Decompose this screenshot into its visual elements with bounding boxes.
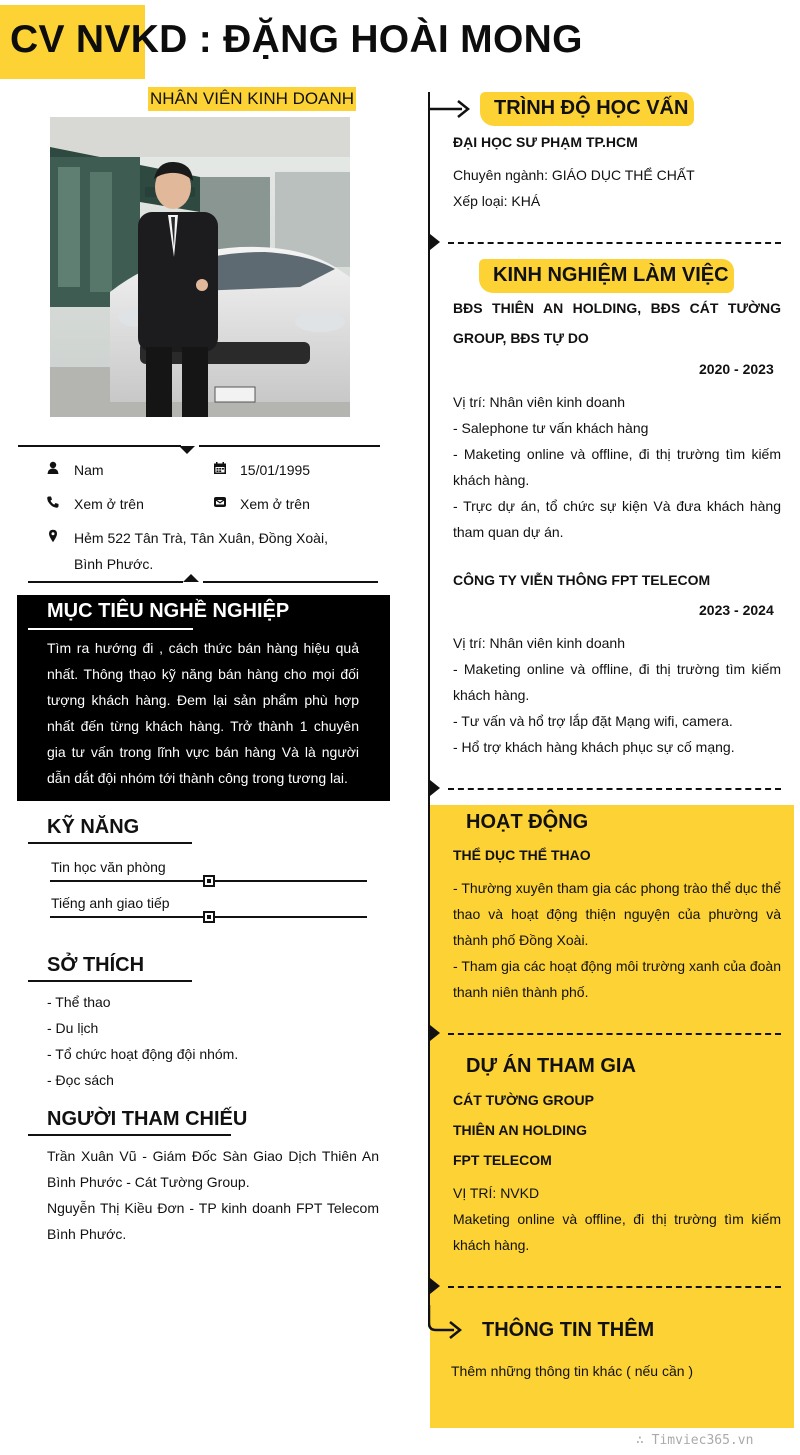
watermark-text: Timviec365.vn [651,1433,754,1448]
skill-bar-knob [203,875,215,887]
dob-value: 15/01/1995 [240,462,311,478]
projects-heading: DỰ ÁN THAM GIA [466,1055,636,1077]
objective-heading: MỤC TIÊU NGHỀ NGHIỆP [47,600,290,622]
phone-value: Xem ở trên [74,496,144,512]
arrow-curve-right-icon [428,1305,464,1345]
hobbies-underline [28,980,192,982]
info-divider-bottom-left [28,581,183,583]
project-description: Maketing online và offline, đi thị trường tìm kiếm khách hàng. [453,1211,781,1253]
job-detail: - Trực dự án, tổ chức sự kiện Và đưa khách hàng tham quan dự án. [453,498,781,540]
activities-heading: HOẠT ĐỘNG [466,811,589,833]
calendar-icon [213,461,227,475]
phone-icon [46,495,60,509]
job-detail: - Maketing online và offline, đi thị trường tìm kiếm khách hàng. [453,661,781,703]
references-heading: NGƯỜI THAM CHIẾU [47,1108,248,1130]
activity-title: THỂ DỤC THỂ THAO [453,847,591,863]
section-divider [448,1033,781,1035]
address-line-1: Hẻm 522 Tân Trà, Tân Xuân, Đồng Xoài, [74,530,328,546]
project-name: THIÊN AN HOLDING [453,1122,588,1138]
job-company: BĐS THIÊN AN HOLDING, BĐS CÁT TƯỜNG GROUP, BĐS TỰ DO [453,300,781,346]
location-pin-icon [46,529,60,543]
watermark [636,1433,753,1448]
job-detail: Vị trí: Nhân viên kinh doanh [453,394,625,410]
job-detail: Vị trí: Nhân viên kinh doanh [453,635,625,651]
education-grade: Xếp loại: KHÁ [453,193,541,209]
info-divider-bottom-right [203,581,378,583]
skill-label: Tiếng anh giao tiếp [51,895,170,911]
job-detail: - Tư vấn và hổ trợ lắp đặt Mạng wifi, camera. [453,713,733,729]
timeline-marker [430,1278,440,1294]
timeline-marker [430,234,440,250]
objective-underline [28,628,193,630]
objective-text: Tìm ra hướng đi , cách thức bán hàng hiệu quả nhất. Thông thạo kỹ năng bán hàng cho mọi đối tượng khách hàng. Đem lại sản phẩm phù hợp nhất đến từng khách hàng. Trở thành 1 chuyên gia tư vấn trong lĩnh vực bán hàng Và là người dẫn dắt đội nhóm tới thành công trong tương lai. [47,640,359,786]
cv-title: CV NVKD : ĐẶNG HOÀI MONG [10,18,583,61]
experience-heading: KINH NGHIỆM LÀM VIỆC [493,264,729,286]
skill-bar-knob [203,911,215,923]
activity-item: - Thường xuyên tham gia các phong trào thể dục thể thao và hoạt động thiện nguyện của phường và thành phố Đồng Xoài. [453,880,781,948]
extra-heading: THÔNG TIN THÊM [482,1319,655,1341]
email-value: Xem ở trên [240,496,310,512]
education-school: ĐẠI HỌC SƯ PHẠM TP.HCM [453,134,638,150]
email-icon [213,495,227,509]
section-divider [448,242,781,244]
activity-item: - Tham gia các hoạt động môi trường xanh của đoàn thanh niên thành phố. [453,958,781,1000]
reference-item: Trần Xuân Vũ - Giám Đốc Sàn Giao Dịch Thiên An Bình Phước - Cát Tường Group. [47,1148,379,1190]
address-line-2: Bình Phước. [74,556,154,572]
job-company: CÔNG TY VIỄN THÔNG FPT TELECOM [453,572,711,588]
skills-underline [28,842,192,844]
job-period: 2020 - 2023 [699,361,774,377]
section-divider [448,788,781,790]
profile-photo-illustration [50,117,350,417]
timeline-marker [430,780,440,796]
reference-item: Nguyễn Thị Kiều Đơn - TP kinh doanh FPT Telecom Bình Phước. [47,1200,379,1242]
job-detail: - Hổ trợ khách hàng khách phục sự cố mạng. [453,739,735,755]
section-divider [448,1286,781,1288]
info-divider-top-left [18,445,181,447]
profile-photo [50,117,350,417]
education-major: Chuyên ngành: GIÁO DỤC THỂ CHẤT [453,167,695,183]
job-title: NHÂN VIÊN KINH DOANH [148,87,356,111]
hobby-item: - Thể thao [47,994,111,1010]
extra-text: Thêm những thông tin khác ( nếu cần ) [451,1363,694,1379]
info-divider-bottom-marker [183,574,199,582]
watermark-logo-icon: ∴ [636,1433,652,1448]
project-name: CÁT TƯỜNG GROUP [453,1092,594,1108]
info-divider-marker [179,446,195,454]
project-role: VỊ TRÍ: NVKD [453,1185,540,1201]
hobby-item: - Đọc sách [47,1072,114,1088]
hobby-item: - Tổ chức hoạt động đội nhóm. [47,1046,239,1062]
project-name: FPT TELECOM [453,1152,552,1168]
arrow-right-icon [428,97,472,121]
job-detail: - Salephone tư vấn khách hàng [453,420,649,436]
hobbies-heading: SỞ THÍCH [47,954,145,976]
info-divider-top-right [199,445,380,447]
gender-value: Nam [74,462,104,478]
job-detail: - Maketing online và offline, đi thị trường tìm kiếm khách hàng. [453,446,781,488]
timeline-line [428,92,430,1324]
hobby-item: - Du lịch [47,1020,99,1036]
timeline-marker [430,1025,440,1041]
references-underline [28,1134,231,1136]
user-icon [46,461,60,475]
job-period: 2023 - 2024 [699,602,774,618]
skills-heading: KỸ NĂNG [47,816,140,838]
skill-label: Tin học văn phòng [51,859,166,875]
education-heading: TRÌNH ĐỘ HỌC VẤN [494,97,689,119]
